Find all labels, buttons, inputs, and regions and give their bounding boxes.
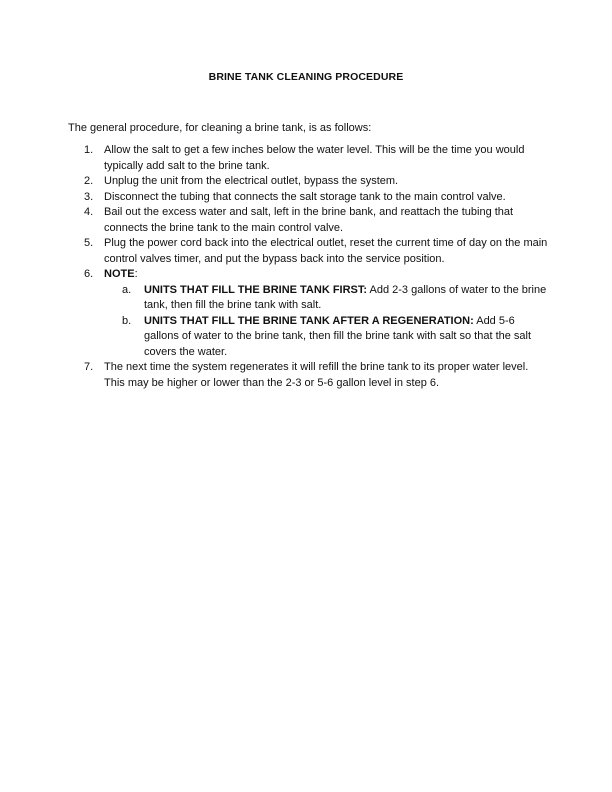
step-number: 5. <box>84 237 94 249</box>
intro-paragraph: The general procedure, for cleaning a brine tank, is as follows: <box>68 122 372 134</box>
substep-heading: UNITS THAT FILL THE BRINE TANK FIRST: <box>144 283 368 296</box>
list-item <box>68 190 548 206</box>
substep-letter: a. <box>122 283 132 296</box>
note-label: NOTE <box>104 268 135 280</box>
list-item-note <box>68 267 548 283</box>
list-item <box>68 360 548 391</box>
step-text: Unplug the unit from the electrical outlet, bypass the system. <box>104 175 399 187</box>
step-number: 1. <box>84 144 94 156</box>
note-suffix: : <box>134 268 138 280</box>
sublist-item <box>68 283 548 314</box>
step-text: Disconnect the tubing that connects the salt storage tank to the main control valve. <box>104 190 506 203</box>
substep-text-wrap <box>128 314 548 361</box>
step-text: The next time the system regenerates it will refill the brine tank to its proper water level. This may be higher or lower than the 2-3 or 5-6 gallon level in step 6. <box>104 361 529 389</box>
step-text: Allow the salt to get a few inches below the water level. This will be the time you would typically add salt to the brine tank. <box>104 144 525 172</box>
step-number: 6. <box>84 268 94 280</box>
substep-text-wrap <box>128 283 548 314</box>
sublist-item <box>68 314 548 361</box>
list-item <box>68 174 548 190</box>
step-number: 4. <box>84 206 94 218</box>
list-item <box>68 143 548 174</box>
step-number: 2. <box>84 175 94 187</box>
step-number: 7. <box>84 361 94 373</box>
substep-heading: UNITS THAT FILL THE BRINE TANK AFTER A REGENERATION: <box>144 314 474 327</box>
list-item <box>68 236 548 267</box>
step-text: Bail out the excess water and salt, left in the brine bank, and reattach the tubing that connects the brine tank to the main control valve. <box>104 206 514 234</box>
note-sublist <box>68 283 548 361</box>
procedure-list <box>68 143 548 391</box>
substep-text: Add 2-3 gallons of water to the brine tank, then fill the brine tank with salt. <box>144 283 547 311</box>
document-title: BRINE TANK CLEANING PROCEDURE <box>208 71 404 83</box>
substep-text: Add 5-6 gallons of water to the brine tank, then fill the brine tank with salt so that the salt covers the water. <box>144 314 532 358</box>
step-text: Plug the power cord back into the electrical outlet, reset the current time of day on the main control valves timer, and put the bypass back into the service position. <box>104 237 548 265</box>
substep-letter: b. <box>122 314 132 327</box>
list-item <box>68 205 548 236</box>
step-number: 3. <box>84 190 94 203</box>
